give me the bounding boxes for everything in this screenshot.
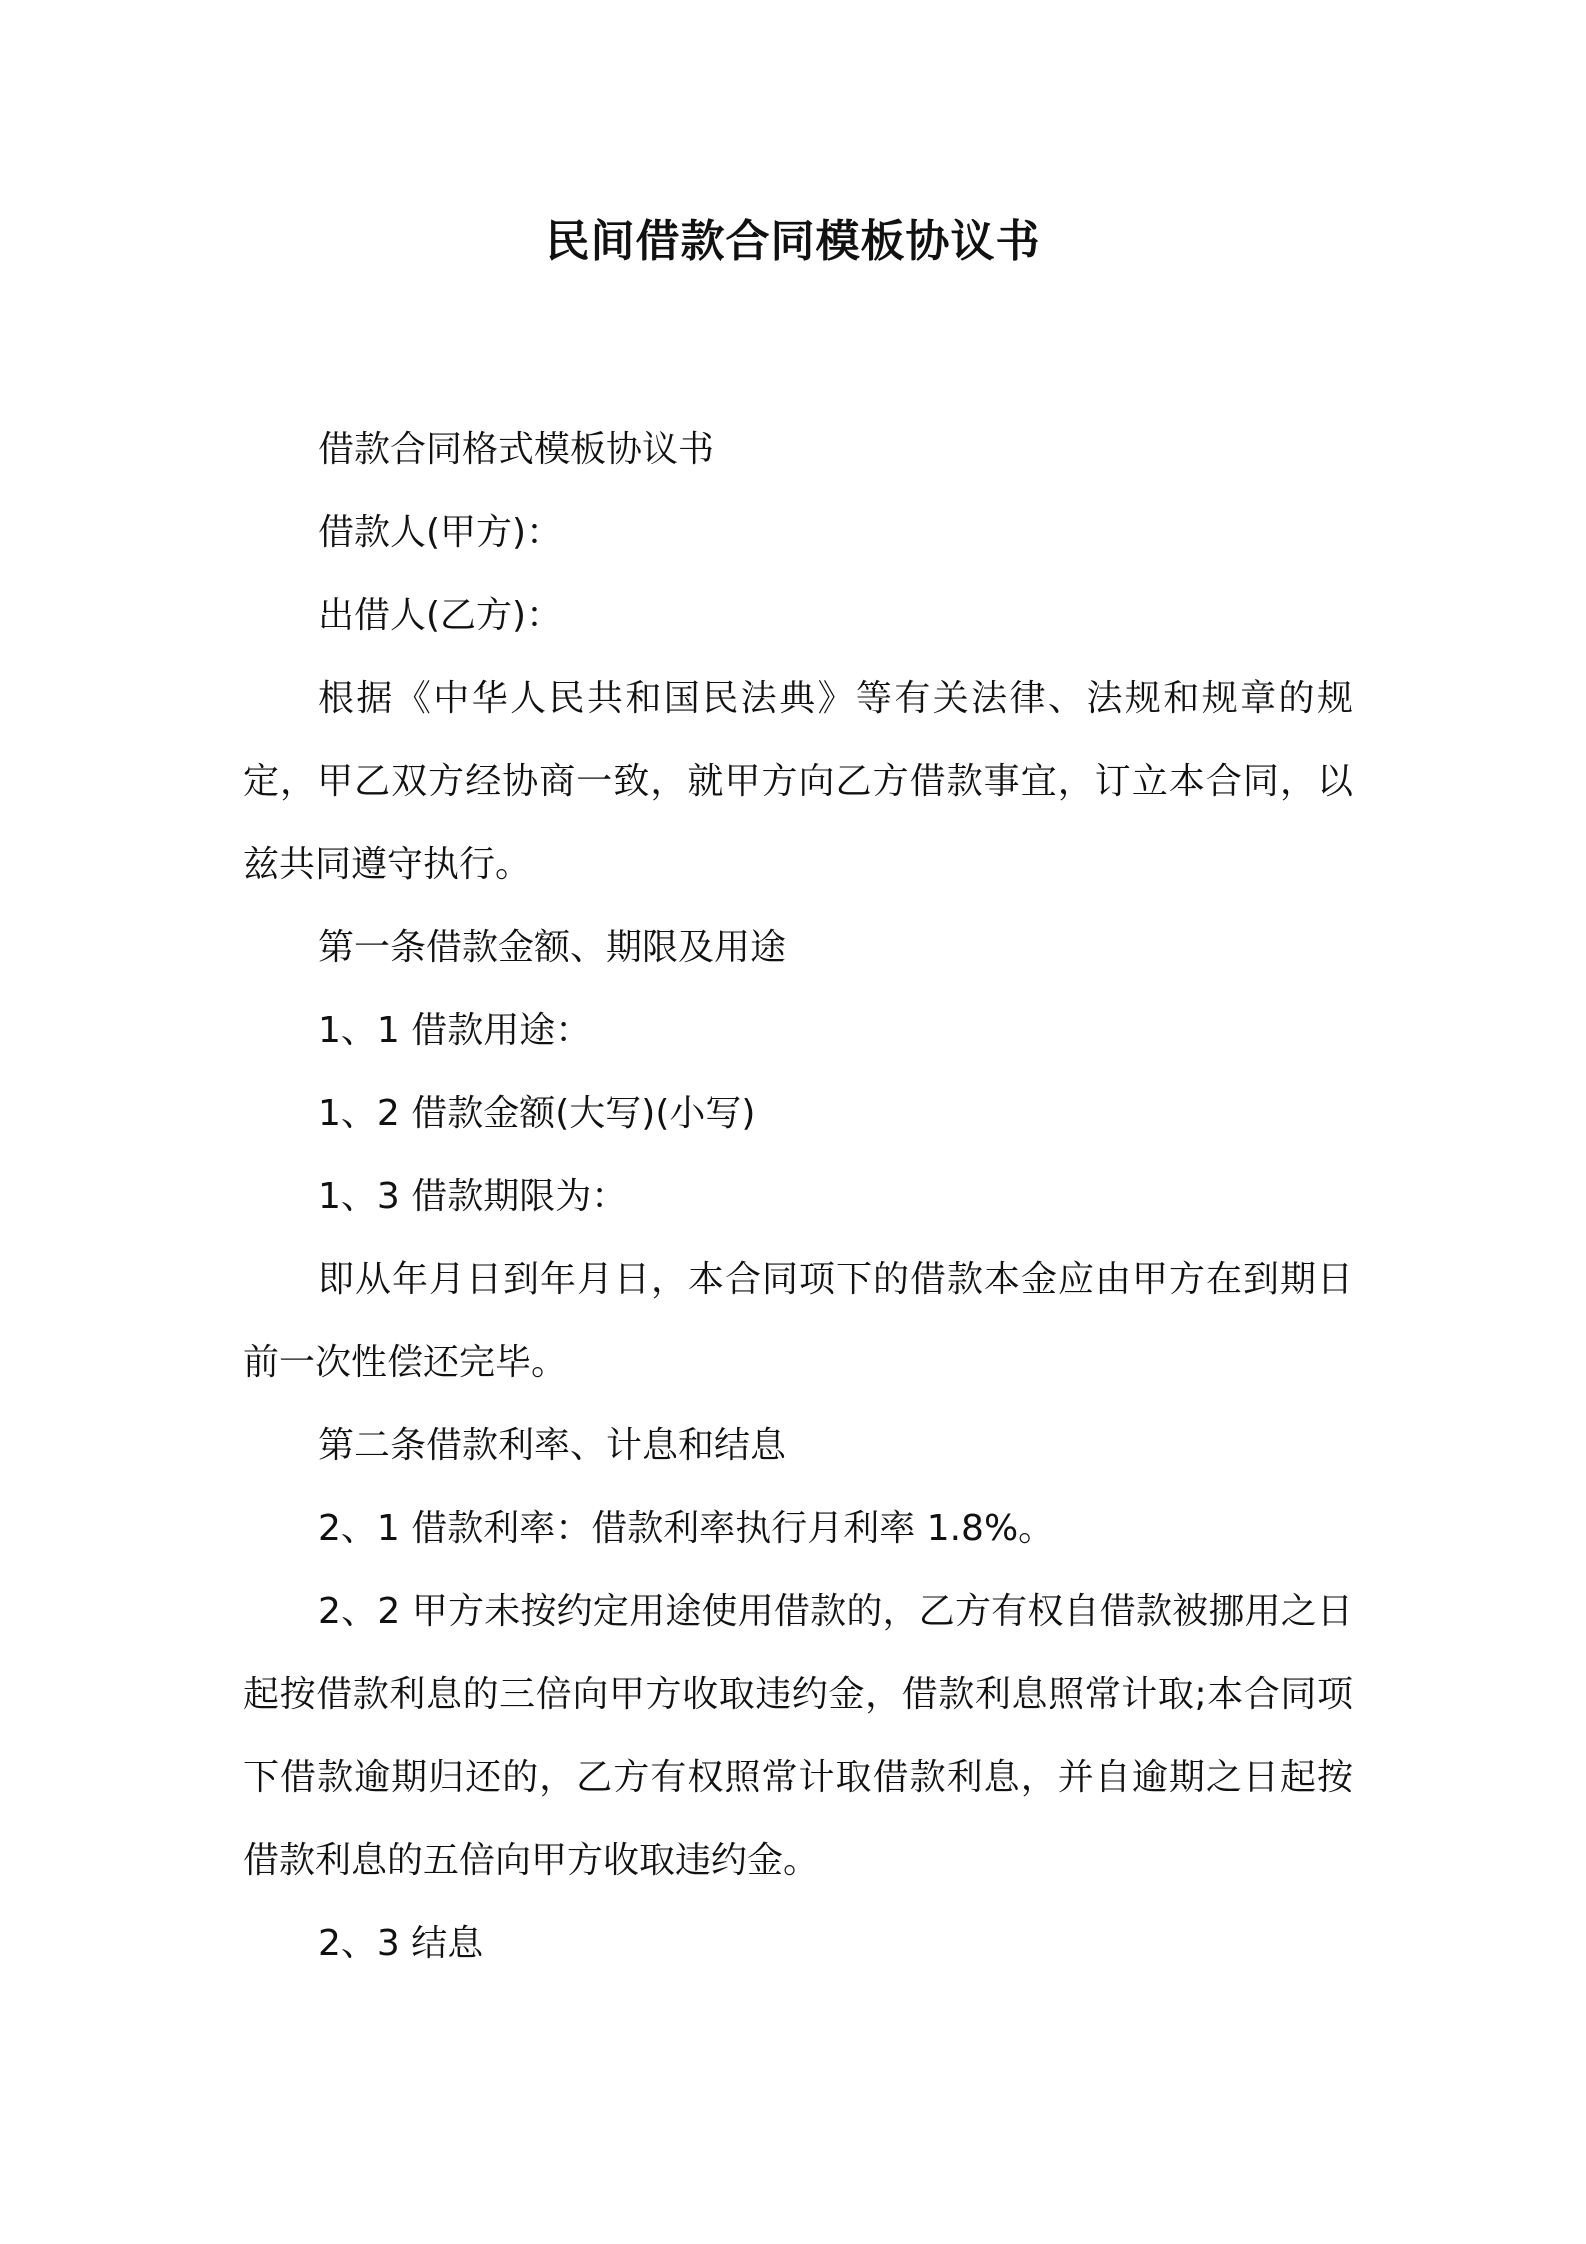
paragraph-clause-2-1: 2、1 借款利率：借款利率执行月利率 1.8%。: [318, 1508, 1055, 1549]
document-body: [243, 408, 1353, 1985]
paragraph-clause-1-2: 1、2 借款金额(大写)(小写): [318, 1093, 756, 1134]
paragraph-article-2-heading: 第二条借款利率、计息和结息: [318, 1425, 787, 1466]
paragraph-borrower: 借款人(甲方)：: [318, 512, 563, 553]
paragraph-clause-2-3: 2、3 结息: [318, 1923, 484, 1964]
paragraph-article-1-heading: 第一条借款金额、期限及用途: [318, 927, 787, 968]
document-title: 民间借款合同模板协议书: [545, 216, 1041, 267]
paragraph-lender: 出借人(乙方)：: [318, 595, 563, 636]
paragraph-subtitle: 借款合同格式模板协议书: [318, 429, 715, 470]
paragraph-preamble: 根据《中华人民共和国民法典》等有关法律、法规和规章的规定，甲乙双方经协商一致，就甲方向乙方借款事宜，订立本合同，以兹共同遵守执行。: [243, 678, 1353, 885]
paragraph-clause-2-2: 2、2 甲方未按约定用途使用借款的，乙方有权自借款被挪用之日起按借款利息的三倍向甲方收取违约金，借款利息照常计取;本合同项下借款逾期归还的，乙方有权照常计取借款利息，并自逾期之日起按借款利息的五倍向甲方收取违约金。: [243, 1591, 1353, 1881]
paragraph-clause-1-1: 1、1 借款用途：: [318, 1010, 592, 1051]
paragraph-clause-1-3: 1、3 借款期限为：: [318, 1176, 628, 1217]
paragraph-term-detail: 即从年月日到年月日，本合同项下的借款本金应由甲方在到期日前一次性偿还完毕。: [243, 1259, 1353, 1383]
